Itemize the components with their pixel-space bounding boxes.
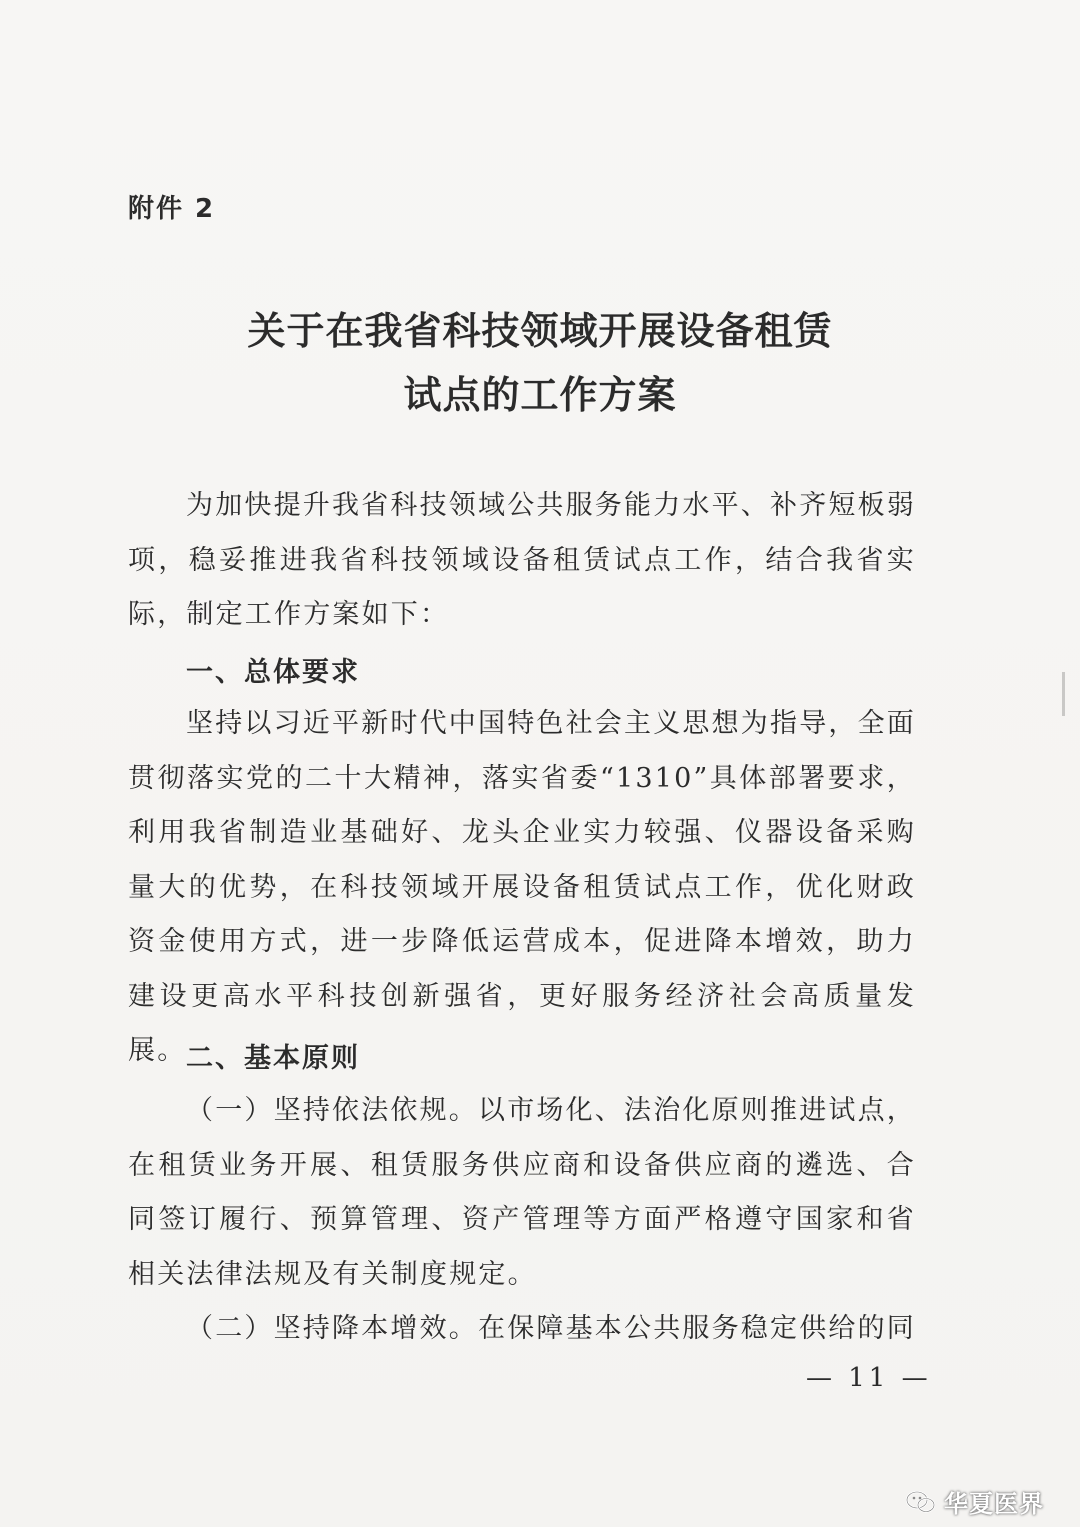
attachment-label: 附件 2 (128, 194, 216, 224)
section1-paragraph (128, 697, 916, 1079)
item2-paragraph (128, 1302, 916, 1357)
scan-edge-mark (1062, 672, 1065, 716)
section1-heading: 一、总体要求 (186, 657, 360, 688)
watermark (906, 1484, 1044, 1519)
item1-paragraph (128, 1084, 916, 1302)
page-number: — 11 — (806, 1363, 932, 1393)
watermark-text: 华夏医界 (944, 1490, 1044, 1518)
wechat-logo-icon (906, 1490, 936, 1514)
item1-label: （一）坚持依法依规。 (186, 1095, 478, 1126)
document-title-line2: 试点的工作方案 (403, 372, 677, 417)
item2-text: 在保障基本公共服务稳定供给的同 (478, 1313, 916, 1344)
section1-text: 坚持以习近平新时代中国特色社会主义思想为指导，全面贯彻落实党的二十大精神，落实省委“1310”具体部署要求，利用我省制造业基础好、龙头企业实力较强、仪器设备采购量大的优势，在科技领域开展设备租赁试点工作，优化财政资金使用方式，进一步降低运营成本，促进降本增效，助力建设更高水平科技创新强省，更好服务经济社会高质量发展。 (128, 708, 916, 1066)
intro-text: 为加快提升我省科技领域公共服务能力水平、补齐短板弱项，稳妥推进我省科技领域设备租赁试点工作，结合我省实际，制定工作方案如下： (128, 490, 916, 630)
item2-label: （二）坚持降本增效。 (186, 1313, 478, 1344)
item1-text: 以市场化、法治化原则推进试点，在租赁业务开展、租赁服务供应商和设备供应商的遴选、合同签订履行、预算管理、资产管理等方面严格遵守国家和省相关法律法规及有关制度规定。 (128, 1095, 916, 1290)
intro-paragraph (128, 479, 916, 643)
section2-heading: 二、基本原则 (186, 1043, 360, 1074)
document-title-line1: 关于在我省科技领域开展设备租赁 (247, 308, 833, 353)
